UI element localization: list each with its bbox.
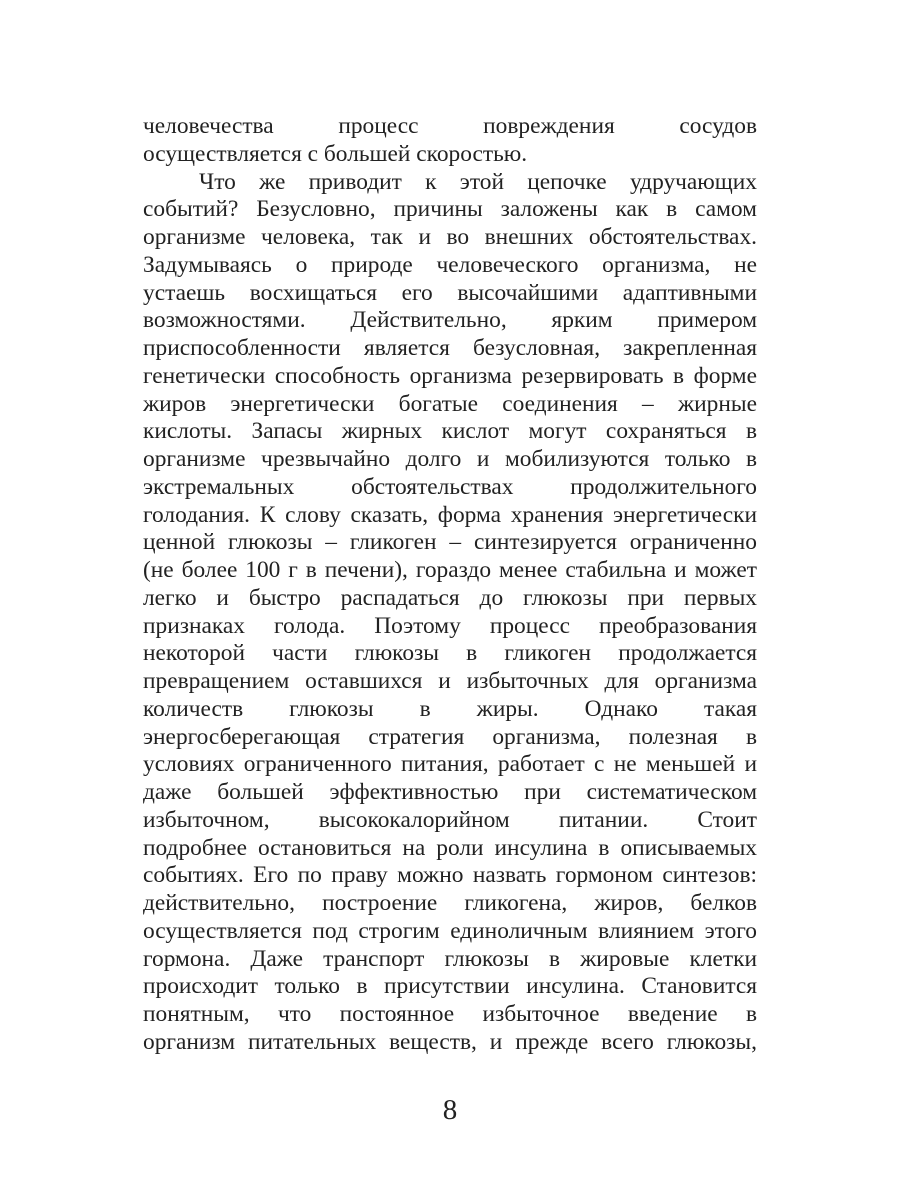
- text-line: превращением оставшихся и избыточных для организма: [143, 668, 757, 694]
- text-line: организме чрезвычайно долго и мобилизуются только в: [143, 446, 757, 472]
- text-line: голодания. К слову сказать, форма хранения энергетически: [143, 501, 757, 528]
- text-line: ценной глюкозы – гликоген – синтезируется ограниченно: [143, 529, 757, 556]
- text-line: понятным, что постоянное избыточное введение в: [143, 1001, 757, 1027]
- text-line: гормона. Даже транспорт глюкозы в жировые клетки: [143, 945, 757, 972]
- page-number: 8: [442, 1094, 458, 1126]
- text-line: жиров энергетически богатые соединения – жирные: [143, 390, 757, 417]
- text-line: избыточном, высококалорийном питании. Стоит: [143, 806, 757, 833]
- text-line: легко и быстро распадаться до глюкозы при первых: [143, 584, 757, 611]
- text-line: событий? Безусловно, причины заложены как в самом: [143, 196, 757, 223]
- text-line: некоторой части глюкозы в гликоген продолжается: [143, 640, 757, 667]
- text-line: условиях ограниченного питания, работает с не меньшей и: [143, 751, 757, 778]
- text-line: подробнее остановиться на роли инсулина в описываемых: [143, 834, 757, 861]
- text-line: даже большей эффективностью при систематическом: [143, 779, 757, 805]
- text-line: приспособленности является безусловная, закрепленная: [143, 335, 757, 361]
- text-line: признаках голода. Поэтому процесс преобразования: [143, 612, 757, 639]
- text-line: кислоты. Запасы жирных кислот могут сохраняться в: [143, 418, 757, 445]
- text-line: организм питательных веществ, и прежде всего глюкозы,: [143, 1028, 757, 1055]
- text-line: Задумываясь о природе человеческого организма, не: [143, 251, 757, 278]
- text-line: устаешь восхищаться его высочайшими адаптивными: [143, 279, 757, 306]
- text-line: генетически способность организма резервировать в форме: [143, 362, 757, 389]
- text-line: организме человека, так и во внешних обстоятельствах.: [143, 224, 757, 250]
- body-text: [143, 113, 757, 1057]
- text-line: человечества процесс повреждения сосудов: [143, 113, 757, 139]
- text-line: действительно, построение гликогена, жиров, белков: [143, 890, 757, 916]
- text-line: осуществляется с большей скоростью.: [143, 140, 528, 167]
- text-line: происходит только в присутствии инсулина. Становится: [143, 973, 757, 1000]
- text-line: событиях. Его по праву можно назвать гормоном синтезов:: [143, 862, 757, 889]
- text-line: (не более 100 г в печени), гораздо менее стабильна и может: [143, 557, 757, 583]
- text-line: Что же приводит к этой цепочке удручающих: [199, 168, 757, 195]
- text-line: экстремальных обстоятельствах продолжительного: [143, 473, 757, 500]
- text-line: энергосберегающая стратегия организма, полезная в: [143, 723, 757, 750]
- text-line: количеств глюкозы в жиры. Однако такая: [143, 695, 757, 722]
- text-line: осуществляется под строгим единоличным влиянием этого: [143, 917, 757, 944]
- text-line: возможностями. Действительно, ярким примером: [143, 307, 757, 334]
